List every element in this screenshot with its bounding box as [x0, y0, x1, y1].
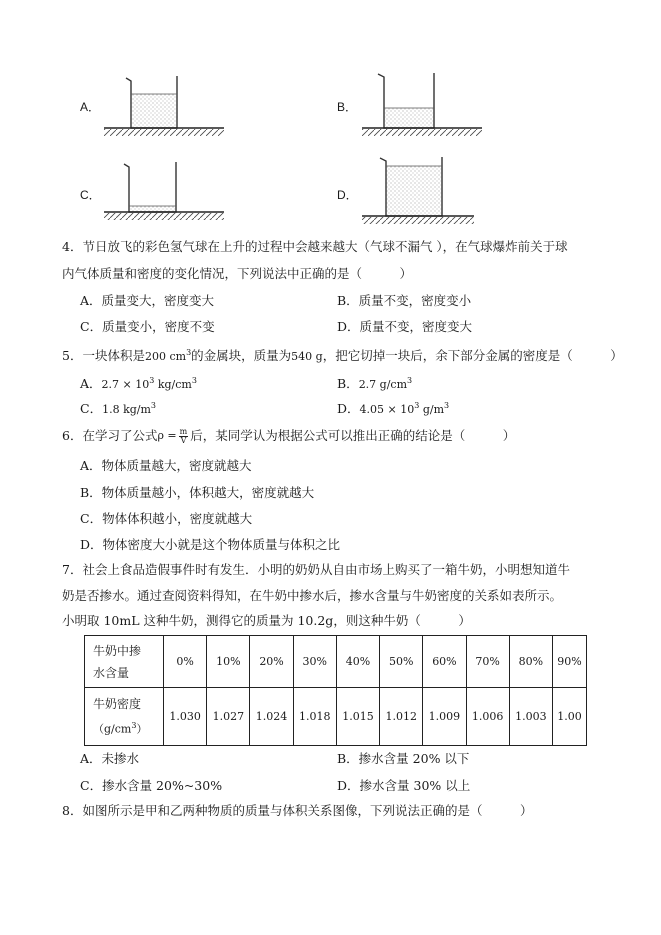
- q5-option-b-value: 2.7 g/cm: [358, 378, 408, 392]
- q5-stem-part-a: 5．一块体积是: [62, 348, 145, 364]
- q5-volume: 200 cm: [144, 350, 187, 364]
- option-a-label[interactable]: A．: [80, 100, 101, 114]
- table-row-water-content: [85, 636, 587, 688]
- table-header-water-content: [85, 636, 164, 688]
- q7-option-a[interactable]: A．未掺水: [80, 751, 140, 766]
- q5-option-d-unit-exp: 3: [444, 401, 450, 410]
- table-cell: 90%: [552, 636, 586, 688]
- q5-option-a-exp: 3: [149, 376, 155, 385]
- table-row-milk-density: [85, 688, 587, 746]
- table-cell: 1.006: [466, 688, 509, 746]
- q4-stem-line2: 内气体质量和密度的变化情况，下列说法中正确的是（ ）: [62, 266, 413, 281]
- q5-stem-part-c: ，把它切掉一块后，余下部分金属的密度是（ ）: [322, 348, 623, 364]
- q7-stem-line2: 奶是否掺水。通过查阅资料得知，在牛奶中掺水后，掺水含量与牛奶密度的关系如表所示。: [62, 588, 563, 603]
- table-cell: 1.00: [552, 688, 586, 746]
- q5-option-b-letter: B．: [337, 376, 359, 392]
- table-cell: 10%: [207, 636, 250, 688]
- table-header-unit-exp: 3: [131, 720, 137, 730]
- q5-option-b-exp: 3: [407, 376, 413, 385]
- q5-option-a-value: 2.7 × 10: [101, 378, 150, 392]
- q6-option-d[interactable]: D．物体密度大小就是这个物体质量与体积之比: [80, 537, 341, 552]
- q6-option-b[interactable]: B．物体质量越小，体积越大，密度就越大: [80, 485, 315, 500]
- table-cell: 1.012: [380, 688, 423, 746]
- table-cell: 1.030: [164, 688, 207, 746]
- table-cell: 1.024: [250, 688, 293, 746]
- q5-option-c-letter: C．: [80, 401, 103, 417]
- q7-option-c[interactable]: C．掺水含量 20%~30%: [80, 778, 223, 793]
- table-cell: 50%: [380, 636, 423, 688]
- q5-option-d-letter: D．: [337, 401, 360, 417]
- milk-density-table: [84, 635, 587, 746]
- q6-stem: [62, 427, 515, 445]
- q5-option-d-value: 4.05 × 10: [359, 403, 415, 417]
- q6-stem-part-b: 后，某同学认为根据公式可以推出正确的结论是（ ）: [190, 428, 516, 443]
- q5-mass: 540 g: [291, 350, 323, 364]
- q5-option-d[interactable]: [337, 397, 449, 419]
- q6-stem-part-a: 6．在学习了公式: [62, 428, 158, 443]
- table-cell: 80%: [509, 636, 552, 688]
- table-header-milk-density-l2: [93, 715, 163, 741]
- q5-option-a-letter: A．: [80, 376, 102, 392]
- q5-option-c-exp: 3: [150, 401, 157, 410]
- q7-stem-line3: 小明取 10mL 这种牛奶，测得它的质量为 10.2g，则这种牛奶（ ）: [62, 613, 471, 628]
- q6-formula-lhs: ρ =: [157, 429, 177, 442]
- table-cell: 1.003: [509, 688, 552, 746]
- beaker-d-figure: [362, 154, 474, 226]
- q4-stem-line1: 4．节日放飞的彩色氢气球在上升的过程中会越来越大（气球不漏气 ），在气球爆炸前关于球: [62, 239, 568, 254]
- q5-option-a-unit-exp: 3: [191, 376, 197, 385]
- q6-formula-fraction: [179, 428, 189, 445]
- q5-option-c[interactable]: [80, 397, 156, 419]
- q7-option-d[interactable]: D．掺水含量 30% 以上: [337, 778, 471, 793]
- table-header-milk-density: [85, 688, 164, 746]
- q5-option-a-unit: kg/cm: [154, 378, 192, 392]
- option-c-label[interactable]: C．: [80, 188, 101, 202]
- beaker-a-figure: [104, 70, 224, 138]
- q5-option-c-value: 1.8 kg/m: [102, 403, 151, 417]
- q5-stem: [62, 344, 623, 366]
- q4-option-d[interactable]: D．质量不变，密度变大: [337, 319, 473, 334]
- table-cell: 70%: [466, 636, 509, 688]
- q4-option-a[interactable]: A．质量变大，密度变大: [80, 293, 215, 308]
- option-d-label[interactable]: D．: [337, 188, 358, 202]
- table-cell: 1.018: [293, 688, 336, 746]
- table-header-water-content-l2: 水含量: [93, 665, 130, 680]
- q4-option-c[interactable]: C．质量变小，密度不变: [80, 319, 215, 334]
- q5-volume-exp: 3: [186, 348, 192, 357]
- q6-option-c[interactable]: C．物体体积越小，密度就越大: [80, 511, 253, 526]
- option-b-label[interactable]: B．: [337, 100, 358, 114]
- table-cell: 20%: [250, 636, 293, 688]
- q6-formula-denominator: V: [180, 435, 187, 445]
- q7-option-b[interactable]: B．掺水含量 20% 以下: [337, 751, 470, 766]
- beaker-b-figure: [362, 70, 482, 138]
- table-header-unit: （g/cm: [93, 722, 132, 736]
- q5-stem-part-b: 的金属块，质量为: [191, 348, 292, 364]
- table-header-water-content-l1: 牛奶中掺: [93, 643, 142, 658]
- q5-option-a[interactable]: [80, 372, 197, 394]
- q6-option-a[interactable]: A．物体质量越大，密度就越大: [80, 458, 252, 473]
- q4-option-b[interactable]: B．质量不变，密度变小: [337, 293, 472, 308]
- table-cell: 30%: [293, 636, 336, 688]
- table-cell: 1.027: [207, 688, 250, 746]
- table-header-unit-close: ）: [136, 722, 148, 736]
- q6-formula-numerator: m: [179, 426, 188, 436]
- table-header-milk-density-l1: 牛奶密度: [93, 696, 142, 711]
- q7-stem-line1: 7．社会上食品造假事件时有发生．小明的奶奶从自由市场上购买了一箱牛奶，小明想知道牛: [62, 562, 570, 577]
- table-cell: 60%: [423, 636, 466, 688]
- table-cell: 40%: [336, 636, 379, 688]
- beaker-c-figure: [104, 158, 224, 226]
- q5-option-b[interactable]: [337, 372, 412, 394]
- q5-option-d-exp: 3: [414, 401, 420, 410]
- table-cell: 1.015: [336, 688, 379, 746]
- q8-stem-line1: 8．如图所示是甲和乙两种物质的质量与体积关系图像，下列说法正确的是（ ）: [62, 803, 533, 818]
- table-cell: 0%: [164, 636, 207, 688]
- q5-option-d-unit: g/m: [419, 403, 445, 417]
- table-cell: 1.009: [423, 688, 466, 746]
